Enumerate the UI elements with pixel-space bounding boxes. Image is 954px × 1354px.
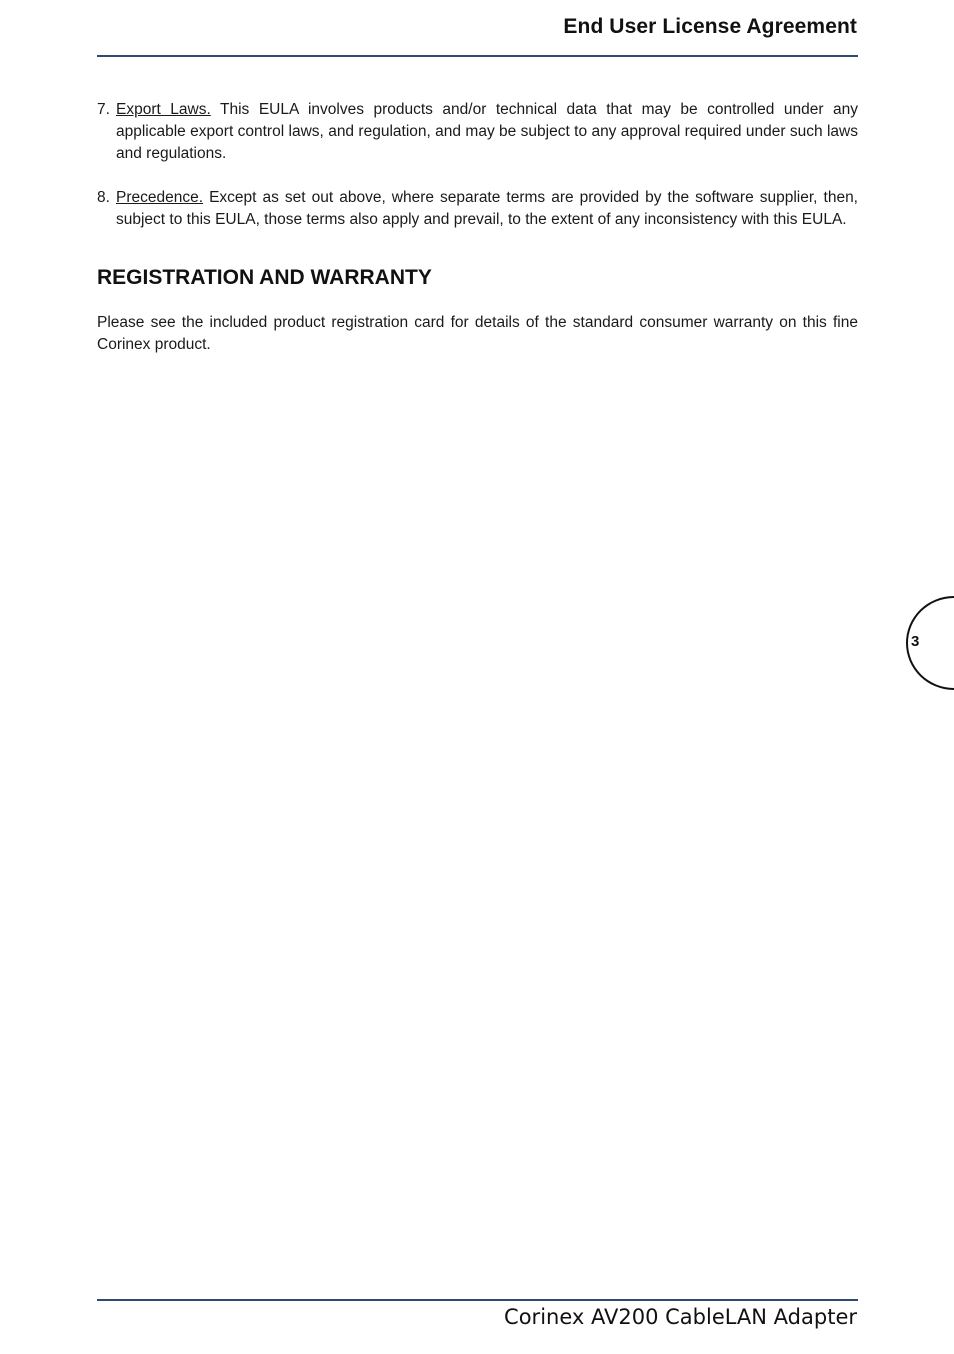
list-item-text: Except as set out above, where separate terms are provided by the software supplier, then, subject to this EULA, those terms also apply and prevail, to the extent of any inconsistency with this EULA. [116, 189, 858, 228]
list-item-body [116, 187, 858, 231]
document-body [97, 99, 858, 356]
list-item [97, 99, 858, 165]
header-divider [97, 55, 858, 57]
list-item [97, 187, 858, 231]
chapter-number: 3 [911, 633, 920, 650]
footer-divider [97, 1299, 858, 1301]
page-header-title: End User License Agreement [563, 15, 857, 38]
list-item-number: 8. [97, 189, 110, 206]
list-item-text: This EULA involves products and/or technical data that may be controlled under any applicable export control laws, and regulation, and may be subject to any approval required under such laws and regulations. [116, 101, 858, 162]
section-paragraph: Please see the included product registration card for details of the standard consumer warranty on this fine Corinex product. [97, 314, 858, 353]
page-footer-title: Corinex AV200 CableLAN Adapter [504, 1305, 857, 1329]
list-item-term: Precedence. [116, 189, 204, 206]
list-item-term: Export Laws. [116, 101, 211, 118]
list-item-number: 7. [97, 101, 110, 118]
list-item-body [116, 99, 858, 165]
section-heading: REGISTRATION AND WARRANTY [97, 266, 432, 289]
